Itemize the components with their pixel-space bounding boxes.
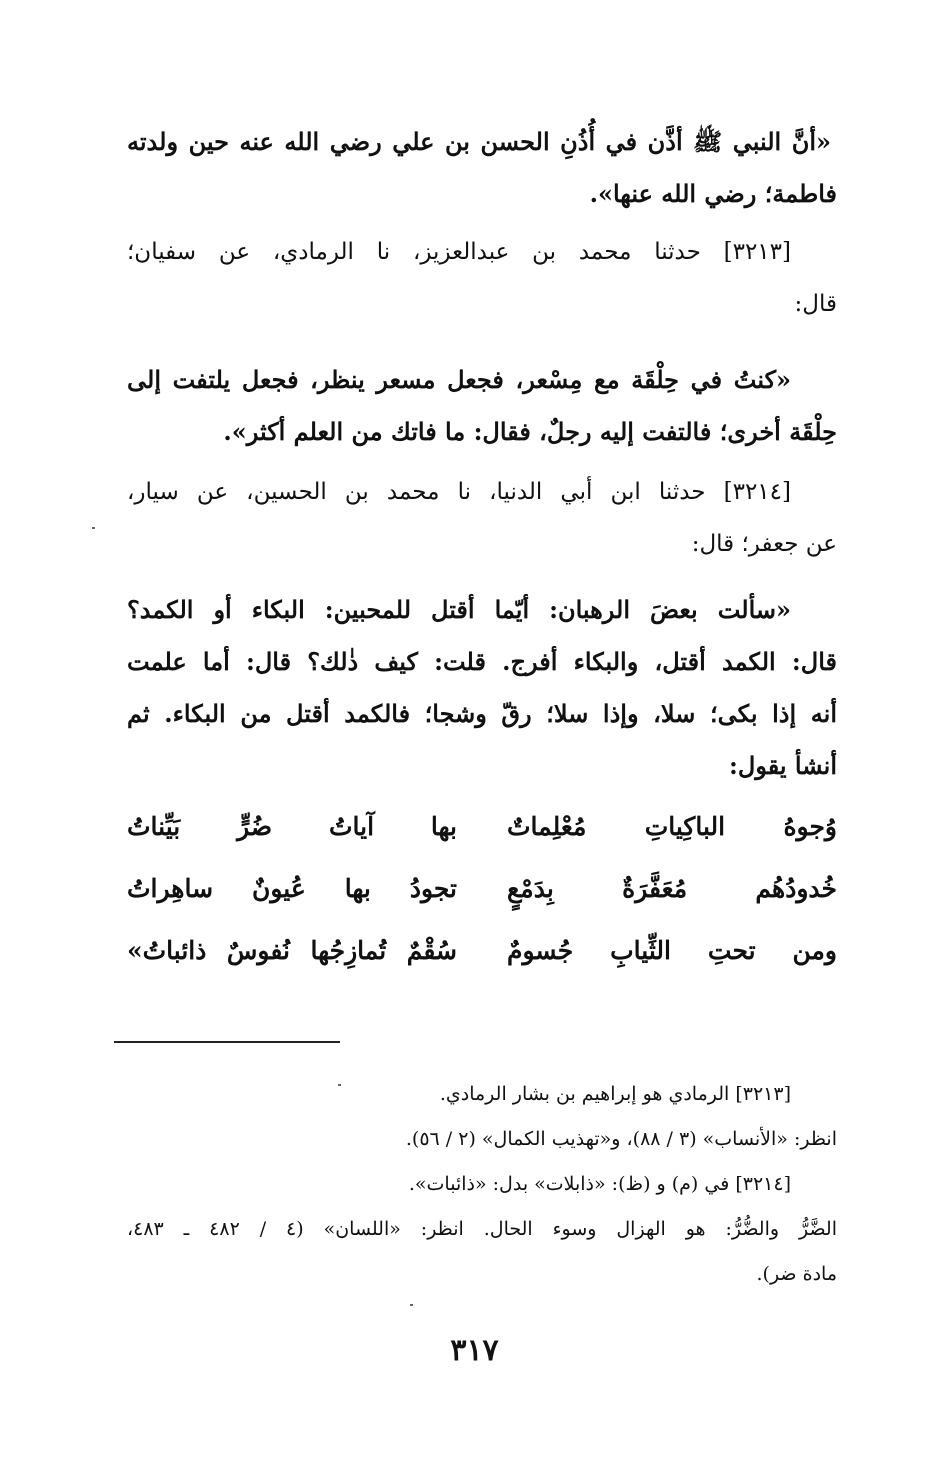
- isnad-3214: [127, 466, 837, 570]
- footnote-line: [٣٢١٣] الرمادي هو إبراهيم بن بشار الرمادي.: [439, 1083, 791, 1105]
- text-line: عن جعفر؛ قال:: [691, 531, 837, 557]
- text-line: «سألت بعضَ الرهبان: أيّما أقتل للمحبين: البكاء أو الكمد؟: [127, 595, 791, 624]
- verse-second-hemistich: تجودُ بها عُيونٌ ساهِراتُ: [127, 874, 457, 903]
- footnote-line: الضَّرُّ والضُّرُّ: هو الهزال وسوء الحال. انظر: «اللسان» (٤ / ٤٨٢ ـ ٤٨٣،: [127, 1218, 837, 1240]
- scan-speck: [410, 1304, 413, 1306]
- verse-first-hemistich: خُدودُهُم مُعَفَّرَةٌ بِدَمْعٍ: [507, 874, 837, 903]
- verse-second-hemistich: بها آياتُ ضُرٍّ بَيِّناتُ: [127, 812, 457, 841]
- text-line: فاطمة؛ رضي الله عنها».: [589, 179, 837, 208]
- poem-verse: [127, 812, 837, 868]
- verse-first-hemistich: وُجوهُ الباكِياتِ مُعْلِماتٌ: [507, 812, 837, 841]
- hadith-text-3213: [127, 354, 837, 458]
- footnote-separator: [114, 1041, 340, 1043]
- page-number: ٣١٧: [450, 1333, 499, 1368]
- text-line: حِلْقَة أخرى؛ فالتفت إليه رجلٌ، فقال: ما فاتك من العلم أكثر».: [223, 417, 837, 446]
- text-line: أنه إذا بكى؛ سلا، وإذا سلا؛ رقّ وشجا؛ فالكمد أقتل من البكاء. ثم: [127, 699, 837, 728]
- poem-verse: [127, 874, 837, 930]
- text-line: «أنَّ النبي ﷺ أذَّن في أُذُنِ الحسن بن علي رضي الله عنه حين ولدته: [127, 127, 831, 156]
- footnotes: [127, 1072, 837, 1297]
- hadith-text-3212: [127, 116, 837, 220]
- scan-speck: [92, 527, 95, 529]
- poem-verse: [127, 936, 837, 992]
- verse-second-hemistich: سُقْمٌ تُمازِجُها نُفوسٌ ذائباتُ»: [127, 936, 457, 965]
- text-line: أنشأ يقول:: [729, 751, 837, 780]
- text-line: [٣٢١٤] حدثنا ابن أبي الدنيا، نا محمد بن الحسين، عن سيار،: [127, 479, 791, 505]
- text-line: قال: الكمد أقتل، والبكاء أفرج. قلت: كيف ذٰلك؟ قال: أما علمت: [127, 647, 837, 676]
- isnad-3213: [127, 226, 837, 330]
- scan-speck: [338, 1084, 341, 1086]
- text-line: «كنتُ في حِلْقَة مع مِسْعر، فجعل مسعر ينظر، فجعل يلتفت إلى: [127, 365, 791, 394]
- hadith-text-3214: [127, 584, 837, 792]
- text-line: قال:: [794, 291, 837, 317]
- footnote-line: انظر: «الأنساب» (٣ / ٨٨)، و«تهذيب الكمال» (٢ / ٥٦).: [405, 1128, 837, 1150]
- footnote-line: مادة ضر).: [756, 1263, 837, 1285]
- verse-first-hemistich: ومن تحتِ الثِّيابِ جُسومٌ: [507, 936, 837, 965]
- text-line: [٣٢١٣] حدثنا محمد بن عبدالعزيز، نا الرمادي، عن سفيان؛: [127, 239, 791, 265]
- footnote-line: [٣٢١٤] في (م) و (ظ): «ذابلات» بدل: «ذائبات».: [408, 1173, 791, 1195]
